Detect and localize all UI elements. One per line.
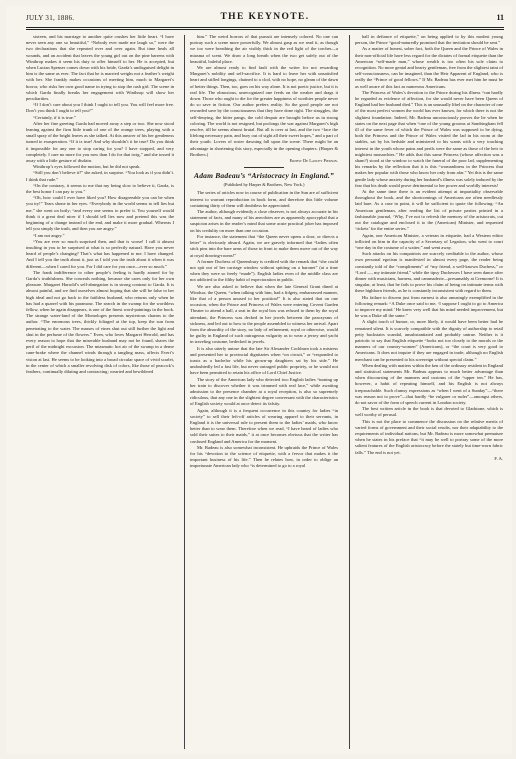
paragraph: It is also utterly untrue that the late Sir Alexander Cockburn took a mistress and presented her to provincial dignitaries when “on circuit,” or “responded to toasts as a bachelor while his grown-up daughters sat by his side.” He undoubtedly led a fast life, but never outraged public propriety, or he would not have been permitted to retain his office of Lord Chief Justice. xyxy=(190,345,338,376)
paragraph: The Princess of Wales’s devotion to the Prince during his illness “can hardly be regarded as evidence of affection, for she would never have been Queen of England had her husband died.” This is an unusually libel on the character of one of the most perfect women the world has ever known, for which there is not the slightest foundation. Indeed, Mr. Badeau unconsciously proves the lie when he states on the next page that when “one of the young grooms at Sandringham fell ill of the same fever of which the Prince of Wales was supposed to be dying, both the Princess and the Prince of Wales visited the lad in his room at the stables, sat by his bedside and ministered to his wants with a very touching interest in the youth whose pains and perils were the same as those of the heir to mightiest monarchies.” He adds that this same Princess (whose affection was a sham?) stood at the window to watch the funeral of the poor lad, supplementing his remarks by the reflection that it is this “womanliness in the Princess that makes her popular with those who know her only from afar.” Yet this is the same gentle lady whose anxiety during her husband’s illness was solely induced by the fear that his death would prove detrimental to her power and worldly interests! xyxy=(355,89,503,188)
paragraph: Again, one American Minister, a veteran in etiquette, had a Western editor inflicted on him in the capacity of a Secretary of Legation, who went to court “one day in the costume of a waiter,” and went away. xyxy=(355,232,503,250)
column-middle xyxy=(190,34,338,752)
paragraph: “I am not angry.” xyxy=(33,232,65,238)
section-divider xyxy=(244,167,284,168)
issue-date: JULY 31, 1886. xyxy=(26,14,75,22)
paragraph: A slight touch of humor, or, more likely, it would have been better had he remained silent. It is scarcely compatible with the dignity of authorship to retail petty backstairs scandal, unsubstantiated and probably untrue. Neither is it patriotic to say that English etiquette “looks not too closely to the morals or the manners of our country-women” (Americans), or “the court is very good to Americans. It does not inquire if they are engaged in trade, although no English merchant can be presented to his sovereign without special claim.” xyxy=(355,319,503,362)
paragraph: The story of the American lady who detected two English ladies “turning up her train to discover whether it was trimmed with real lace,” while awaiting admission to the presence chamber at a royal reception, is also so supremely ridiculous, that any one in the slightest degree conversant with the characteristics of English society would at once detect its falsity. xyxy=(190,376,338,407)
paragraph: His failure to discern just from earnest is also amusingly exemplified in the following remark: “A Duke once said to me, ‘I suppose I ought to go to America to improve my mind.’ He knew very well that his mind needed improvement, but he was a Duke all the same.” xyxy=(355,294,503,319)
paragraph: A former Duchess of Queensbury is credited with the remark that “she could not spit out of her carriage window without spitting on a baronet” (at a time when they were so freely “made”). English ladies even of the middle class are not addicted to the filthy habit of expectoration in public. xyxy=(190,258,338,283)
paragraph: We are also asked to believe that when the late General Grant dined at Windsor, the Queen, “when talking with him, had a fidgety, embarrassed manner, like that of a person unused to her position!” It is also stated that on one occasion, when the Prince and Princess of Wales were entering Covent Garden Theater to attend a ball, a seat in the royal box was refused to them by the royal attendant, the Princess was decked in her jewels between the paroxysms of sickness, and led out to bow to the people assembled to witness her arrival. Apart from the absurdity of the story, no lady of refinement, royal or otherwise, would be guilty in England of such outrageous vulgarity as to wear a jersey and yacht in traveling costume, bedecked in jewels. xyxy=(190,283,338,345)
paragraph: We are almost ready to find fault with the writer for not rewarding Margaret’s nobility and self-sacrifice. It is hard to leave her with unsatisfied heart and stifled longings, chained to a clod, with no hope, no gleam of the dawn of better things. Then, too, goes on his way alone. It is not poetic justice, but it is real life. The obnoxious, unrecognized one feeds on the weaker and drags it down. Those who ought to die for the greater happiness of worthier people never do so save in fiction. Our author prefers reality. So the good people are not rewarded save by the consciousness that they have done right. The struggles, the self-denying, the bitter pangs, the cold despair are brought before us in strong coloring. The world is not resigned, but prolongs the war against Margaret’s high resolve, till he seems almost brutal. But all is over at last, and the two “face the lifelong necessary pain, and bury out of sight all their sweet hopes,” and a part of their youth. Lovers of rosier dawning fall upon the scene. There might be an advantage in shortening this story, especially in the opening chapters. (Harper & Brothers.) xyxy=(190,65,338,157)
paragraph: Mr. Badeau is also somewhat inconsistent. He upbraids the Prince of Wales for his “devotion to the science of etiquette, with a fervor that makes it the important business of his life.” Then he relates how, in order to oblige an importunate American lady who “is determined to go to a royal xyxy=(190,444,338,469)
page-header xyxy=(26,12,504,26)
paragraph: The best written article in the book is that devoted to Gladstone, which is well worthy of perusal. xyxy=(355,406,503,418)
paragraph: Again, although it is a frequent occurrence in this country for ladies “in society” to sell their left-off articles of wearing apparel to their servants, in England it is the universal rule to present them to the ladies’ maids, who know better than to wear them. Therefore when we read, “I have heard of ladies who sold their suites to their maids,” it at once becomes obvious that the writer has confused England and America for the moment. xyxy=(190,407,338,444)
paragraph: “If I don’t care about you I think I ought to tell you. You will feel more free. Don’t you think I ought to tell you?” xyxy=(26,102,174,114)
paragraph: Winthrop’s eyes followed the motion, but he did not speak. xyxy=(33,164,141,170)
paragraph: Such attacks on his compatriots are scarcely creditable to the author, whose own personal egotism is manifested in almost every page, the reader being constantly told of the “compliments” of “my friend, a well-known Duchess,” or “Lord —, my intimate friend,” while the tipsy Duchesses I have seen dance after dinner with musicians, harness, and cammaderie—presumably at Cremorne! It is singular, at least, that he fails to prove his claim of being on intimate terms with these highborn friends, as he is constantly inconsistent with regard to them. xyxy=(355,251,503,294)
page-number: 11 xyxy=(496,13,504,22)
paragraph: “On the contrary, it seems to me that my being slow to believe it, Garda, is the best honor I can pay to you.” xyxy=(26,182,174,195)
masthead-title: THE KEYNOTE. xyxy=(220,12,310,22)
paragraph: After her fine greeting Garda had moved away a step or two. She now stood leaning against the firm little trunk of one of the orange trees, playing with a small spray of the bright leaves as she talked. At this answer of his her gentleness turned to exasperation. “If it is true! And why shouldn’t it be true? Do you think it impossible for any one to stop caring for you? I have stopped, and very completely. I care no more for you now than I do for that twig,” and she tossed it away with a little gesture of disdain. xyxy=(26,120,174,164)
paragraph: When dealing with matters within the ken of the ordinary resident in England and statistical statements Mr. Badeau appears to much better advantage than when discoursing of the manners and customs of the “upper ten.” He has, however, a habit of repeating himself, and his English is not always irreproachable. Such clumsy expressions as “when I went of a Sunday”—“there was reason not to prove”—that hardly “be vulgarer or ruder”—amongst others, do not savor of the form of speech current in London society. xyxy=(355,362,503,405)
paragraph: This is not the place to commence the discussion on the relative merits of varied forms of government and their social results, nor their adaptability to the requirements of individual nations, but Mr. Badeau is more somewhat premature when he states in his preface that “it may be well to portray some of the more salient features of the English aristocracy before the stately but time-worn fabric falls.” The end is not yet. xyxy=(355,418,503,455)
column-divider xyxy=(349,35,350,749)
paragraph: “Still you don’t believe it?” she asked, in surprise. “You look as if you didn’t. I think that rude.” xyxy=(26,170,174,182)
paragraph: “You are ever so much surprised then, and that is worse! I call it almost insulting in you to be surprised at what is so perfectly natural. Have you never heard of people’s changing? That’s what has happened to me. I have changed. And I tell you the truth about it, just as I told you the truth about it when it was different—when I cared for you. For I did care for you once—ever so much.” xyxy=(26,238,174,269)
column-right xyxy=(355,34,503,752)
header-rule xyxy=(26,27,504,28)
paragraph: The author, although evidently a close observer, is not always accurate in his statement of facts, and many of his anecdotes are as apparently apocryphal that a suspicion arises in the reader’s mind that some acute practical joker has imposed on his credulity on more than one occasion. xyxy=(190,209,338,233)
paragraph: For instance, the statement that “the Queen never opens a door, or directs a letter” is obviously absurd. Again, we are gravely informed that “ladies often stick pins into the bare arms of those in front to make them move out of the way at royal drawing-rooms!” xyxy=(190,233,338,258)
review-signature: F. A. xyxy=(494,455,503,461)
paragraph: “Certainly, if it is true.” xyxy=(33,114,76,120)
paragraph: him.” The weird horrors of that pursuit are intensely colored. No one can portray such a scene more powerfully. We almost gasp as we read it, as though we too were breathing the air visibly thick in the red light of the torches—a miasma of scent. We draw a long breath when the two get safely out of the beautiful, baleful place. xyxy=(190,34,338,64)
paragraph: As a matter of honest, sober fact, both the Queen and the Prince of Wales in their non-official life have less regard for the dictates of formal etiquette than the American “self-made man,” whose wealth is too often his sole claim to recognition. No more genial and hearty gentleman, free from the slightest taint of self-consciousness, can be imagined, than the Heir Apparent of England, who is really the “Prince of good fellows.” If Mr. Badeau has ever met him he must be as well aware of this fact as numerous Americans. xyxy=(355,46,503,89)
header-rule-secondary xyxy=(26,29,504,30)
paragraph: sixteen, and his marriage to another quite crushes her little heart. “I have never seen any one so beautiful,” “Nobody ever made me laugh so,” were the two declarations that she repeated over and over again. But time heals all wounds, and an accident that leaves the young girl out on the pine barrens with Winthrop makes it seem his duty to offer himself to her. He is accepted, but when Lucian Spenser comes down with his bride, Garda’s undisguised delight in him is the same as ever. The fact that he is married weighs not a feather’s weight with her. She frankly makes occasions of meeting him, much to Margaret’s horror, who risks her own good name in trying to stop the rash girl. The scene in which Garda finally breaks her engagement with Winthrop will show her peculiarities. xyxy=(26,34,174,102)
column-left xyxy=(26,34,174,752)
paragraph: The frank indifference to other people’s feeling is hardly atoned for by Garda’s truthfulness. She conceals nothing, because she cares only for her own pleasure. Margaret Harrold’s self-abnegation is in strong contrast to Garda. It is almost painful, and we find ourselves almost hoping that she will be false to her high ideal and not go back to the faithless husband, who returns only when he has had a quarrel with his paramour. The search in the swamp for the worthless fellow, when he again disappears, is one of the finest word-paintings in the book. The strange water-land of the Momologes presents mysterious charms to the author. “The enormous trees, thickly foliaged at the top, keep the sun from penetrating to the water. The masses of vines shut out still further the light and shut in the perfume of the flowers.” Even, who loves Margaret Herrold, and has every reason to hope that the miserable husband may not be found, shares the peril of the midnight excursion. The miasmatic hot air of the swamp in a dense cane-brake where the channel winds through a tangling mass, affects Evert’s vision at last. He seems to be looking into a broad circular space of vivid scarlet, in the center of which a smaller revolving disk of colors, like those of peacock’s feathers, continually dilating and contracting; wearied and bewildered xyxy=(26,269,174,374)
paragraph: At the same time there is an evident attempt at impartiality observable throughout the book, and the shortcomings of Americans are often needlessly laid bare. As a case in point, it will be sufficient to quote the following: “An American gentleman, after reading the list of private parties printed in a fashionable journal, ‘Why, I’ve not to refresh the memory of the aristocrats, cut out the catalogue and enclosed it to the (American) Minister, and requested ‘tickets’ for the entire series.” xyxy=(355,189,503,232)
paragraph: “Oh, how could I ever have liked you? How disagreeable you can be when you try!” Tears shone in her eyes. “Everybody in the world seems to tell lies but me,” she went on hotly; “and every one seems to prefer it. You yourself would think it a great deal nicer if I should tell lies now and pretend this was the beginning of a change instead of the end, and make it more gradual. Whereas I tell you simply the truth, and then you are angry.” xyxy=(26,195,174,232)
paragraph: ball in defiance of etiquette,” on being applied to by this modest young person, the Prince “good-naturedly promised that the invitation should be sent.” xyxy=(355,34,503,46)
paragraph: The series of articles now in course of publication in the Sun are of sufficient interest to warrant reproduction in book form, and therefore this little volume containing thirty of them will doubtless be appreciated. xyxy=(190,190,338,208)
publisher-note: (Published by Harper & Brothers, New York.) xyxy=(223,182,305,188)
column-divider xyxy=(184,35,185,749)
review-signature: Ernest De Lancey Pierson. xyxy=(289,158,338,164)
article-title: Adam Badeau’s “Aristocracy in England.” xyxy=(194,171,334,181)
